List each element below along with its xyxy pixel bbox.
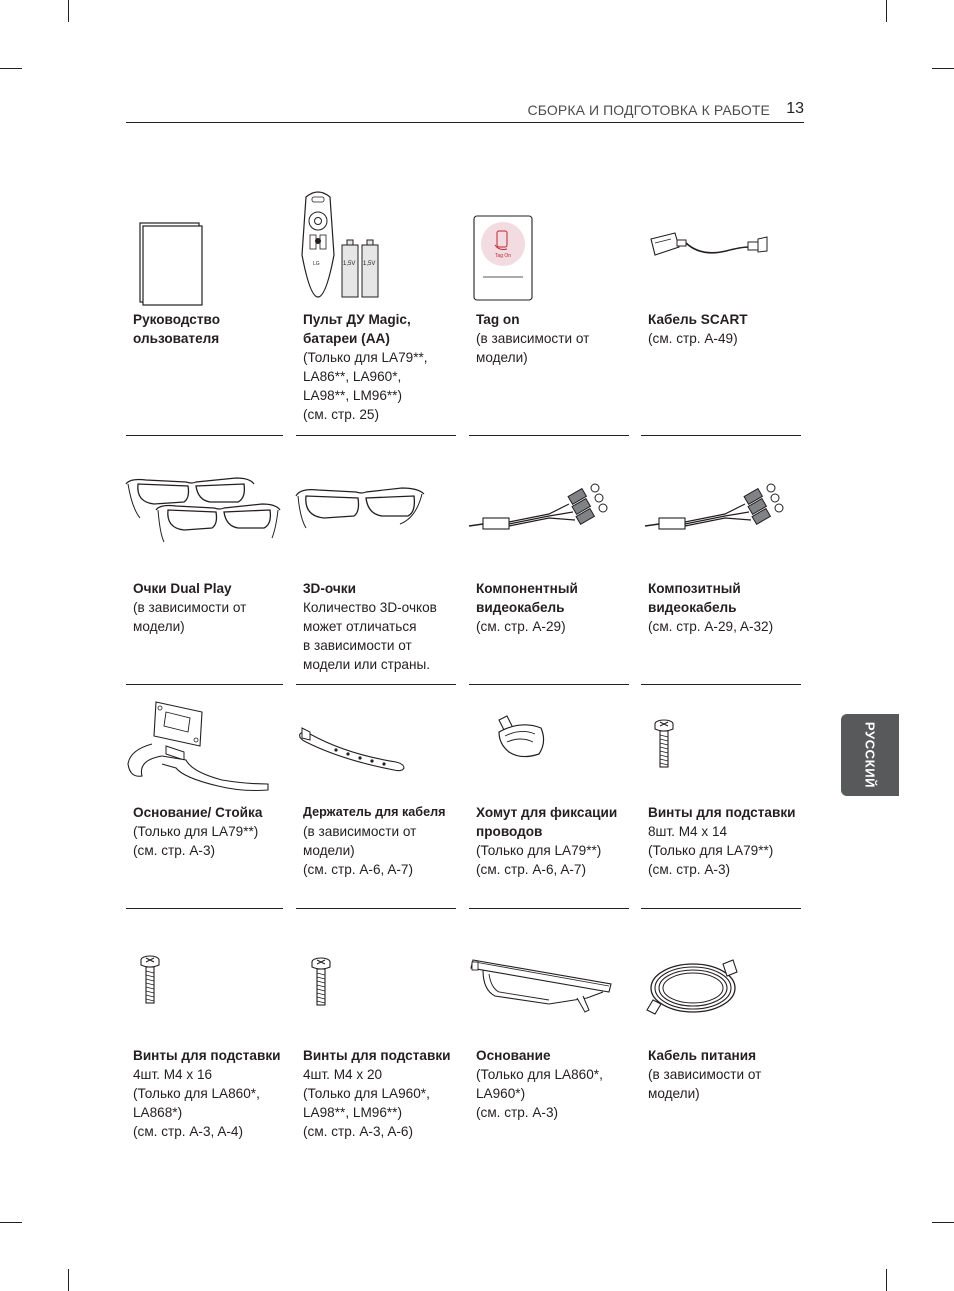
divider (641, 684, 801, 685)
component-cable-icon (469, 458, 629, 568)
svg-text:LG: LG (313, 261, 320, 267)
cable-clamp-icon (469, 698, 629, 808)
divider (641, 435, 801, 436)
item-desc: (Только для LA79**) (см. стр. A-3) (133, 824, 259, 858)
item-desc: 8шт. M4 x 14 (Только для LA79**) (см. стр. A-3) (648, 824, 774, 877)
divider (126, 908, 283, 909)
crop-mark (932, 1222, 954, 1223)
item-desc: 4шт. M4 x 20 (Только для LA960*, LA98**, LM96**) (см. стр. A-3, A-6) (303, 1067, 430, 1139)
item-title: Винты для подставки (648, 805, 796, 820)
item-tag-on (469, 185, 629, 436)
divider (296, 908, 456, 909)
crop-mark (68, 1269, 69, 1291)
item-title: Компонентный видеокабель (476, 581, 578, 615)
language-tab-label: РУССКИЙ (862, 721, 878, 789)
language-tab (841, 714, 899, 796)
crop-mark (0, 68, 22, 69)
item-screws-m4x16 (126, 940, 283, 1170)
item-desc: (см. стр. A-29, A-32) (648, 619, 774, 634)
item-title: Кабель SCART (648, 312, 748, 327)
item-base-bar (469, 940, 629, 1170)
item-component-cable (469, 458, 629, 685)
item-title: Руководство ользователя (133, 312, 221, 346)
item-title: Винты для подставки (303, 1048, 451, 1063)
divider (296, 435, 456, 436)
divider (126, 684, 283, 685)
crop-mark (68, 0, 69, 22)
stand-base-icon (126, 698, 283, 808)
item-3d-glasses (296, 458, 456, 685)
3d-glasses-icon (296, 458, 456, 568)
item-title: 3D-очки (303, 581, 356, 596)
item-title: Хомут для фиксации проводов (476, 805, 618, 839)
item-title: Кабель питания (648, 1048, 757, 1063)
base-bar-icon (469, 940, 629, 1050)
screw-icon (126, 940, 283, 1050)
manual-icon (126, 185, 283, 315)
crop-mark (886, 0, 887, 22)
page-header (126, 100, 804, 123)
item-power-cable (641, 940, 801, 1170)
item-title: Винты для подставки (133, 1048, 281, 1063)
item-title: Основание/ Стойка (133, 805, 263, 820)
item-desc: (в зависимости от модели) (133, 600, 247, 634)
item-desc: (в зависимости от модели) (476, 331, 590, 365)
crop-mark (0, 1222, 22, 1223)
item-screws-m4x20 (296, 940, 456, 1170)
item-screws-m4x14 (641, 698, 801, 909)
item-manual (126, 185, 283, 436)
item-dual-play-glasses (126, 458, 283, 685)
divider (126, 435, 283, 436)
cable-holder-icon (296, 698, 456, 808)
page-number: 13 (786, 100, 804, 117)
item-title: Tag on (476, 312, 520, 327)
crop-mark (932, 68, 954, 69)
crop-mark (886, 1269, 887, 1291)
magic-remote-icon (296, 185, 456, 315)
battery-label: 1,5V (363, 261, 376, 267)
divider (469, 908, 629, 909)
battery-label: 1,5V (343, 261, 356, 267)
item-desc: (Только для LA79**) (см. стр. A-6, A-7) (476, 843, 602, 877)
item-title: Композитный видеокабель (648, 581, 741, 615)
divider (469, 435, 629, 436)
item-composite-cable (641, 458, 801, 685)
divider (469, 684, 629, 685)
item-desc: (в зависимости от модели) (648, 1067, 762, 1101)
tag-label: Tag On (494, 253, 512, 259)
power-cable-icon (641, 940, 801, 1050)
item-desc: (Только для LA860*, LA960*) (см. стр. A-3) (476, 1067, 603, 1120)
composite-cable-icon (641, 458, 801, 568)
item-magic-remote (296, 185, 456, 436)
item-desc: 4шт. M4 x 16 (Только для LA860*, LA868*) (см. стр. A-3, A-4) (133, 1067, 260, 1139)
item-title: Очки Dual Play (133, 581, 232, 596)
item-title: Пульт ДУ Magic, батареи (AA) (303, 312, 411, 346)
item-cable-clamp (469, 698, 629, 909)
item-desc: (Только для LA79**, LA86**, LA960*, LA98**, LM96**) (см. стр. 25) (303, 350, 428, 422)
item-title: Держатель для кабеля (303, 805, 446, 819)
scart-cable-icon (641, 185, 801, 315)
screw-icon (296, 940, 456, 1050)
item-cable-holder (296, 698, 456, 909)
item-desc: Количество 3D-очков может отличаться в зависимости от модели или страны. (303, 600, 437, 672)
item-desc: (см. стр. A-49) (648, 331, 738, 346)
item-stand-base (126, 698, 283, 909)
divider (296, 684, 456, 685)
section-title: СБОРКА И ПОДГОТОВКА К РАБОТЕ (527, 102, 770, 118)
screw-icon (641, 698, 801, 808)
item-scart-cable (641, 185, 801, 436)
item-desc: (см. стр. A-29) (476, 619, 566, 634)
item-desc: (в зависимости от модели) (см. стр. A-6, A-7) (303, 824, 417, 877)
tag-on-icon (469, 185, 629, 315)
divider (641, 908, 801, 909)
dual-play-glasses-icon (126, 458, 283, 568)
item-title: Основание (476, 1048, 551, 1063)
